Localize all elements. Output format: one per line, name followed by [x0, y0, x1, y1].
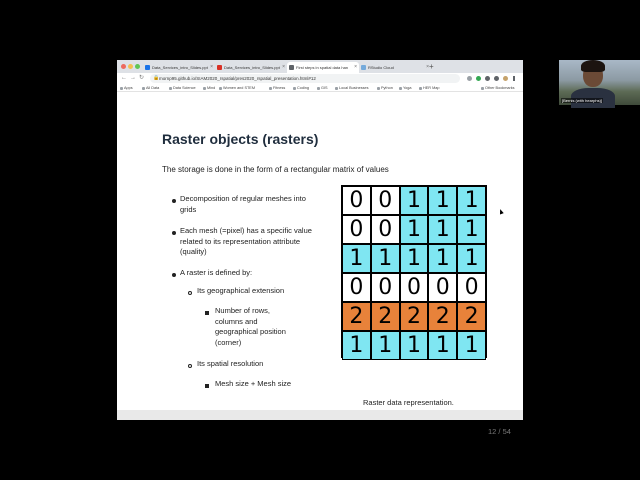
bookmark-item[interactable]: GIS	[317, 84, 328, 92]
browser-toolbar	[117, 73, 523, 84]
folder-icon	[293, 87, 296, 90]
raster-grid	[341, 185, 487, 358]
folder-icon	[377, 87, 380, 90]
bullet-subitem: Its spatial resolution	[197, 359, 264, 368]
tab-rstudio-cloud[interactable]	[359, 62, 431, 73]
tab-label: Data_Services_intro_Slides.ppt	[224, 65, 280, 70]
bookmark-item[interactable]: Women and STEM	[219, 84, 255, 92]
folder-icon	[481, 87, 484, 90]
bookmark-item[interactable]: Local Businesses	[335, 84, 369, 92]
lock-icon: 🔒	[153, 75, 160, 81]
folder-icon	[419, 87, 422, 90]
apps-icon	[120, 87, 123, 90]
raster-cell: 0	[400, 273, 429, 302]
reload-icon[interactable]: ↻	[139, 75, 145, 81]
raster-cell: 0	[342, 186, 371, 215]
raster-cell: 1	[457, 186, 486, 215]
slide	[117, 93, 523, 436]
raster-cell: 2	[371, 302, 400, 331]
folder-icon	[169, 87, 172, 90]
bookmark-item[interactable]: Other Bookmarks	[481, 84, 515, 92]
extension-icon[interactable]	[485, 76, 490, 81]
bookmark-item[interactable]: Fitness	[269, 84, 285, 92]
tab-strip	[117, 60, 523, 73]
raster-cell: 0	[342, 215, 371, 244]
extension-icon[interactable]	[476, 76, 481, 81]
maximize-window-button[interactable]	[135, 64, 140, 69]
bookmark-item[interactable]: HER Map	[419, 84, 439, 92]
webcam-feed	[559, 60, 640, 105]
bullet-item: A raster is defined by:	[180, 268, 253, 277]
raster-cell: 1	[400, 331, 429, 360]
webcam-label: [Bernis (with hearphs)]	[562, 98, 603, 103]
tab-label: RStudio Cloud	[368, 65, 394, 70]
raster-cell: 1	[400, 215, 429, 244]
close-tab-icon[interactable]: ×	[210, 64, 213, 70]
raster-cell: 0	[342, 273, 371, 302]
bullet-dot	[172, 199, 176, 203]
forward-icon[interactable]: →	[130, 75, 136, 81]
folder-icon	[142, 87, 145, 90]
folder-icon	[269, 87, 272, 90]
bullet-item: Decomposition of regular meshes into grids	[180, 194, 306, 214]
bullet-square	[205, 384, 209, 388]
raster-cell: 0	[371, 215, 400, 244]
raster-cell: 0	[371, 273, 400, 302]
raster-cell: 1	[400, 244, 429, 273]
url-text: mornp95.github.io/SIAM2020_rspatial/pres2020_rspatial_presentation.html#12	[159, 76, 316, 81]
bullet-subsubitem: Number of rows, columns and geographical position (corner)	[215, 306, 286, 347]
menu-icon[interactable]	[513, 76, 515, 81]
raster-cell: 1	[457, 244, 486, 273]
bullet-subitem: Its geographical extension	[197, 286, 285, 295]
raster-cell: 1	[342, 244, 371, 273]
folder-icon	[317, 87, 320, 90]
bullet-item: Each mesh (=pixel) has a specific value related to its representation attribute (quality)	[180, 226, 312, 256]
raster-cell: 1	[371, 331, 400, 360]
folder-icon	[399, 87, 402, 90]
grid-caption: Raster data representation.	[363, 398, 454, 407]
bookmark-item[interactable]: Apps	[120, 84, 133, 92]
extension-icon[interactable]	[494, 76, 499, 81]
presenter-hair	[581, 60, 605, 72]
profile-avatar-icon[interactable]	[503, 76, 508, 81]
raster-cell: 0	[457, 273, 486, 302]
tab-data-services-1[interactable]	[143, 62, 215, 73]
tab-data-services-2[interactable]	[215, 62, 287, 73]
bookmark-item[interactable]: All Data	[142, 84, 159, 92]
browser-bottom-bar	[117, 410, 523, 420]
back-icon[interactable]: ←	[121, 75, 127, 81]
bookmark-item[interactable]: Yoga	[399, 84, 412, 92]
page-icon	[289, 65, 294, 70]
folder-icon	[335, 87, 338, 90]
slide-title: Raster objects (rasters)	[162, 131, 319, 147]
raster-cell: 1	[457, 331, 486, 360]
tab-label: First steps in spatial data han	[296, 65, 349, 70]
close-tab-icon[interactable]: ×	[282, 64, 285, 70]
raster-cell: 1	[342, 331, 371, 360]
tab-label: Data_Services_intro_Slides.ppt	[152, 65, 208, 70]
raster-cell: 1	[428, 215, 457, 244]
bookmark-item[interactable]: Mind	[203, 84, 215, 92]
bullet-circle	[188, 364, 192, 368]
bullet-dot	[172, 231, 176, 235]
folder-icon	[203, 87, 206, 90]
raster-cell: 0	[428, 273, 457, 302]
close-tab-icon[interactable]: ×	[354, 64, 357, 70]
new-tab-button[interactable]: +	[429, 62, 434, 71]
bullet-square	[205, 311, 209, 315]
raster-cell: 2	[342, 302, 371, 331]
minimize-window-button[interactable]	[128, 64, 133, 69]
browser-window	[117, 60, 523, 436]
page-number: 12 / 54	[488, 427, 511, 436]
slide-intro: The storage is done in the form of a rectangular matrix of values	[162, 165, 389, 174]
slides-icon	[217, 65, 222, 70]
folder-icon	[219, 87, 222, 90]
bookmark-item[interactable]: Python	[377, 84, 393, 92]
close-tab-icon[interactable]: ×	[426, 64, 429, 70]
rstudio-icon	[361, 65, 366, 70]
star-icon[interactable]	[467, 76, 472, 81]
address-bar[interactable]	[150, 74, 460, 83]
bookmark-item[interactable]: Data Science	[169, 84, 196, 92]
raster-cell: 0	[371, 186, 400, 215]
raster-cell: 1	[400, 186, 429, 215]
raster-cell: 1	[428, 186, 457, 215]
close-window-button[interactable]	[121, 64, 126, 69]
docs-icon	[145, 65, 150, 70]
raster-cell: 2	[400, 302, 429, 331]
bullet-dot	[172, 273, 176, 277]
raster-cell: 1	[457, 215, 486, 244]
bullet-subsubitem: Mesh size + Mesh size	[215, 379, 292, 388]
raster-cell: 1	[371, 244, 400, 273]
bullet-circle	[188, 291, 192, 295]
bookmark-item[interactable]: Coding	[293, 84, 309, 92]
raster-cell: 2	[457, 302, 486, 331]
raster-cell: 1	[428, 331, 457, 360]
raster-cell: 2	[428, 302, 457, 331]
raster-cell: 1	[428, 244, 457, 273]
tab-first-steps[interactable]	[287, 62, 359, 73]
bookmarks-bar	[117, 84, 523, 92]
